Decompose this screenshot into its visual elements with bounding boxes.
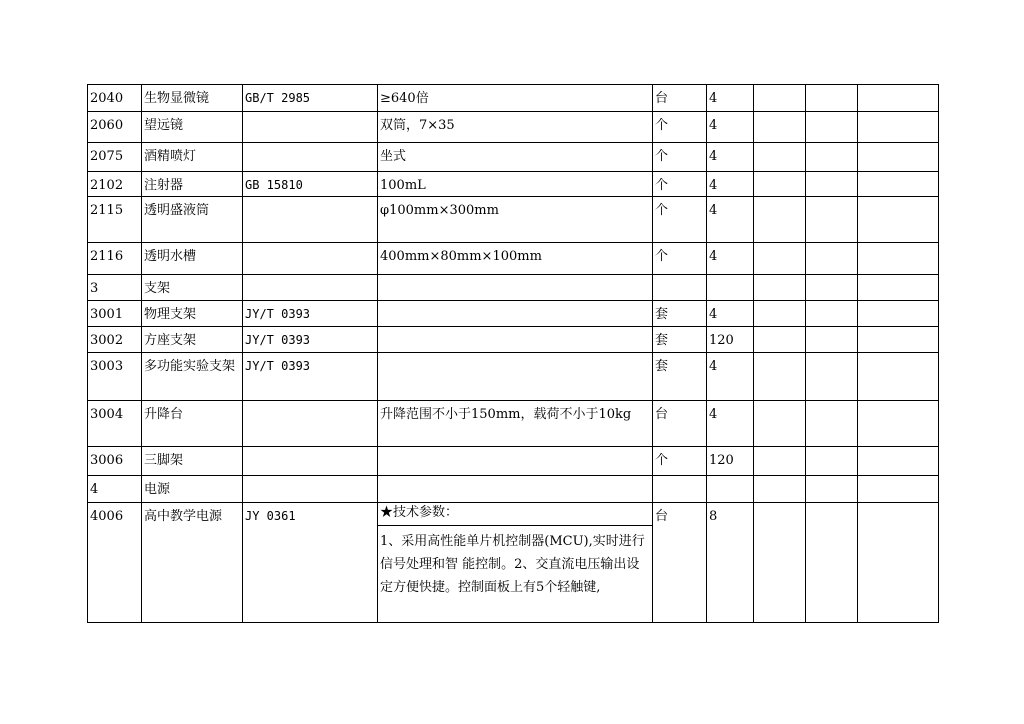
empty-cell xyxy=(754,301,806,327)
item-name: 升降台 xyxy=(142,401,243,447)
empty-cell xyxy=(858,447,939,476)
item-qty: 120 xyxy=(707,447,754,476)
item-standard: JY/T 0393 xyxy=(243,301,378,327)
item-unit: 个 xyxy=(653,143,707,172)
item-code: 3006 xyxy=(88,447,142,476)
empty-cell xyxy=(754,243,806,275)
empty-cell xyxy=(806,275,858,301)
item-name: 物理支架 xyxy=(142,301,243,327)
item-spec xyxy=(378,327,653,353)
item-standard: JY/T 0393 xyxy=(243,327,378,353)
empty-cell xyxy=(858,112,939,143)
item-standard xyxy=(243,476,378,503)
spec-heading: ★技术参数： xyxy=(378,503,652,526)
empty-cell xyxy=(754,112,806,143)
item-standard xyxy=(243,143,378,172)
item-code: 3002 xyxy=(88,327,142,353)
empty-cell xyxy=(806,243,858,275)
item-spec xyxy=(378,503,653,623)
item-unit xyxy=(653,275,707,301)
item-code: 3001 xyxy=(88,301,142,327)
item-unit: 套 xyxy=(653,327,707,353)
item-qty: 120 xyxy=(707,327,754,353)
item-qty: 4 xyxy=(707,243,754,275)
empty-cell xyxy=(858,353,939,401)
item-name: 酒精喷灯 xyxy=(142,143,243,172)
item-standard xyxy=(243,275,378,301)
item-qty xyxy=(707,476,754,503)
item-code: 2060 xyxy=(88,112,142,143)
item-name: 多功能实验支架 xyxy=(142,353,243,401)
item-name: 支架 xyxy=(142,275,243,301)
empty-cell xyxy=(858,197,939,243)
item-qty: 4 xyxy=(707,353,754,401)
item-standard: JY/T 0393 xyxy=(243,353,378,401)
empty-cell xyxy=(754,503,806,623)
empty-cell xyxy=(806,85,858,112)
item-code: 2102 xyxy=(88,172,142,197)
item-name: 高中教学电源 xyxy=(142,503,243,623)
empty-cell xyxy=(806,503,858,623)
empty-cell xyxy=(858,85,939,112)
spec-details: 1、采用高性能单片机控制器(MCU),实时进行信号处理和智 能控制。2、交直流电压输出设定方便快捷。控制面板上有5个轻触键, xyxy=(380,534,645,595)
item-unit: 台 xyxy=(653,85,707,112)
empty-cell xyxy=(754,353,806,401)
item-spec xyxy=(378,447,653,476)
item-qty: 4 xyxy=(707,112,754,143)
item-unit: 台 xyxy=(653,401,707,447)
item-name: 注射器 xyxy=(142,172,243,197)
item-code: 4006 xyxy=(88,503,142,623)
item-name: 望远镜 xyxy=(142,112,243,143)
item-spec: 坐式 xyxy=(378,143,653,172)
item-spec xyxy=(378,353,653,401)
empty-cell xyxy=(858,327,939,353)
empty-cell xyxy=(806,112,858,143)
item-spec: ≥640倍 xyxy=(378,85,653,112)
item-qty: 4 xyxy=(707,301,754,327)
item-name: 电源 xyxy=(142,476,243,503)
empty-cell xyxy=(806,476,858,503)
empty-cell xyxy=(806,301,858,327)
item-unit: 个 xyxy=(653,447,707,476)
item-spec: φ100mm×300mm xyxy=(378,197,653,243)
item-name: 透明盛液筒 xyxy=(142,197,243,243)
empty-cell xyxy=(754,143,806,172)
empty-cell xyxy=(806,143,858,172)
empty-cell xyxy=(858,401,939,447)
item-standard xyxy=(243,401,378,447)
table-row xyxy=(88,476,939,503)
item-unit: 个 xyxy=(653,112,707,143)
item-qty: 8 xyxy=(707,503,754,623)
empty-cell xyxy=(754,401,806,447)
empty-cell xyxy=(754,197,806,243)
table-row xyxy=(88,112,939,143)
empty-cell xyxy=(754,447,806,476)
item-qty: 4 xyxy=(707,143,754,172)
equipment-table-page xyxy=(87,84,938,632)
table-row xyxy=(88,197,939,243)
empty-cell xyxy=(806,197,858,243)
item-code: 3 xyxy=(88,275,142,301)
empty-cell xyxy=(754,172,806,197)
item-standard xyxy=(243,112,378,143)
item-spec xyxy=(378,275,653,301)
item-spec: 400mm×80mm×100mm xyxy=(378,243,653,275)
equipment-table xyxy=(87,84,939,623)
item-standard: JY 0361 xyxy=(243,503,378,623)
empty-cell xyxy=(858,275,939,301)
item-standard xyxy=(243,197,378,243)
item-qty: 4 xyxy=(707,197,754,243)
item-code: 4 xyxy=(88,476,142,503)
item-unit: 套 xyxy=(653,353,707,401)
empty-cell xyxy=(858,172,939,197)
item-name: 三脚架 xyxy=(142,447,243,476)
empty-cell xyxy=(806,172,858,197)
empty-cell xyxy=(858,301,939,327)
item-code: 3003 xyxy=(88,353,142,401)
item-unit: 个 xyxy=(653,197,707,243)
item-code: 3004 xyxy=(88,401,142,447)
item-qty: 4 xyxy=(707,401,754,447)
empty-cell xyxy=(806,401,858,447)
table-row xyxy=(88,401,939,447)
table-row xyxy=(88,243,939,275)
item-qty xyxy=(707,275,754,301)
item-spec xyxy=(378,476,653,503)
table-row xyxy=(88,327,939,353)
empty-cell xyxy=(806,353,858,401)
table-row xyxy=(88,301,939,327)
empty-cell xyxy=(858,243,939,275)
empty-cell xyxy=(858,476,939,503)
item-spec xyxy=(378,301,653,327)
table-row xyxy=(88,275,939,301)
table-row xyxy=(88,143,939,172)
item-standard: GB/T 2985 xyxy=(243,85,378,112)
empty-cell xyxy=(858,143,939,172)
table-row xyxy=(88,447,939,476)
item-name: 方座支架 xyxy=(142,327,243,353)
item-name: 生物显微镜 xyxy=(142,85,243,112)
empty-cell xyxy=(806,327,858,353)
item-unit: 套 xyxy=(653,301,707,327)
item-qty: 4 xyxy=(707,85,754,112)
item-unit: 个 xyxy=(653,172,707,197)
empty-cell xyxy=(754,85,806,112)
table-row xyxy=(88,85,939,112)
item-unit: 台 xyxy=(653,503,707,623)
item-name: 透明水槽 xyxy=(142,243,243,275)
item-qty: 4 xyxy=(707,172,754,197)
empty-cell xyxy=(806,447,858,476)
empty-cell xyxy=(754,327,806,353)
item-code: 2075 xyxy=(88,143,142,172)
empty-cell xyxy=(754,476,806,503)
table-row xyxy=(88,353,939,401)
item-standard: GB 15810 xyxy=(243,172,378,197)
table-row xyxy=(88,503,939,623)
item-spec: 100mL xyxy=(378,172,653,197)
item-standard xyxy=(243,243,378,275)
item-unit: 个 xyxy=(653,243,707,275)
item-code: 2115 xyxy=(88,197,142,243)
empty-cell xyxy=(858,503,939,623)
item-code: 2040 xyxy=(88,85,142,112)
item-unit xyxy=(653,476,707,503)
item-spec: 升降范围不小于150mm，载荷不小于10kg xyxy=(378,401,653,447)
item-standard xyxy=(243,447,378,476)
item-spec: 双筒，7×35 xyxy=(378,112,653,143)
empty-cell xyxy=(754,275,806,301)
item-code: 2116 xyxy=(88,243,142,275)
table-row xyxy=(88,172,939,197)
